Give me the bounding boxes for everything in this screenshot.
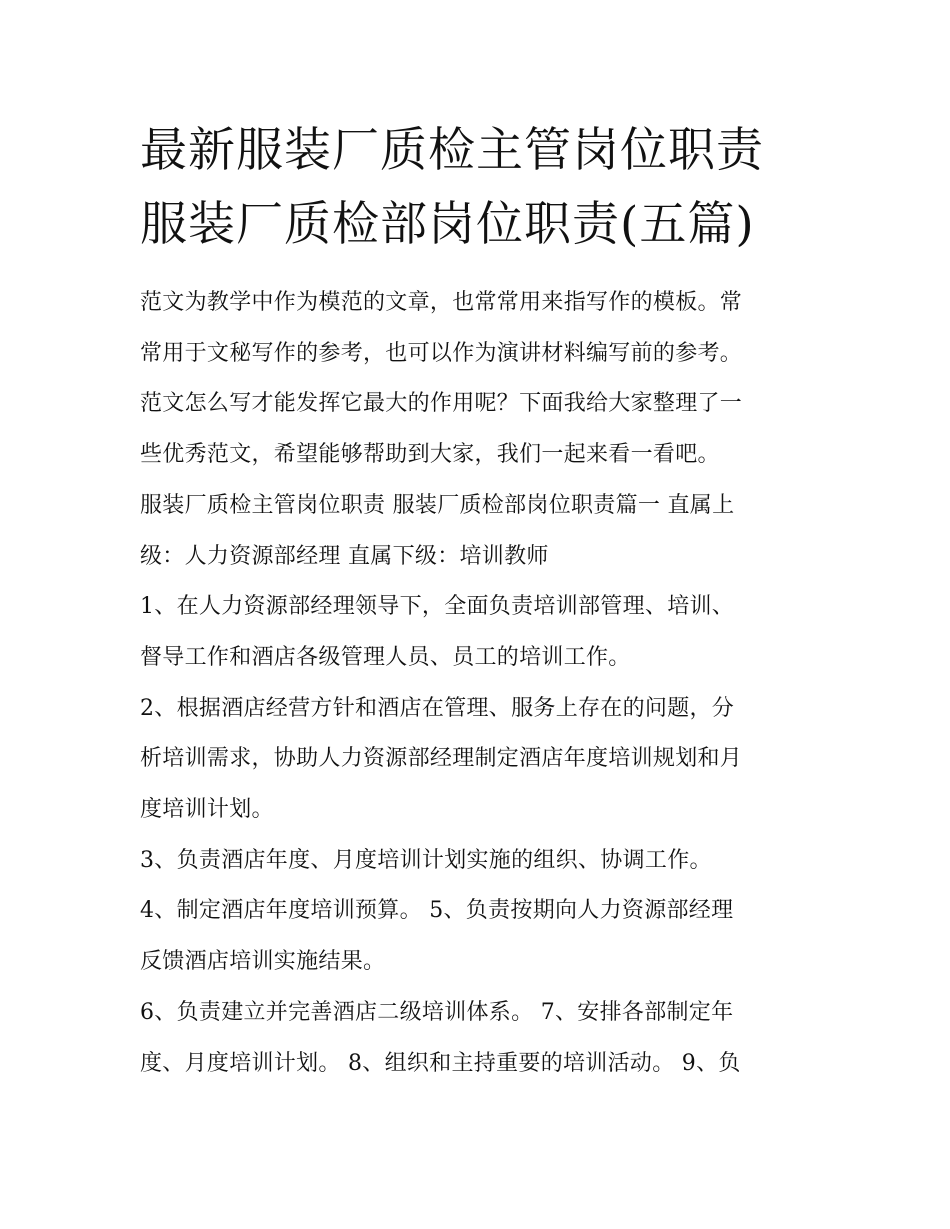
duty-item-6-9 — [140, 988, 820, 1089]
intro-paragraph — [140, 278, 820, 481]
reporting-paragraph — [140, 481, 820, 582]
duty-item-2 — [140, 684, 820, 836]
text-line: 督导工作和酒店各级管理人员、员工的培训工作。 — [140, 644, 631, 670]
text-line: 1、在人力资源部经理领导下，全面负责培训部管理、培训、 — [140, 594, 735, 620]
duty-item-3 — [140, 836, 820, 887]
text-line: 常用于文秘写作的参考，也可以作为演讲材料编写前的参考。 — [140, 340, 743, 366]
text-line: 6、负责建立并完善酒店二级培训体系。 7、安排各部制定年 — [140, 999, 734, 1025]
document-body — [140, 278, 820, 1089]
text-line: 些优秀范文，希望能够帮助到大家，我们一起来看一看吧。 — [140, 442, 720, 468]
document-title — [140, 114, 840, 262]
duty-item-4-5 — [140, 886, 820, 987]
text-line: 4、制定酒店年度培训预算。 5、负责按期向人力资源部经理 — [140, 898, 734, 924]
text-line: 2、根据酒店经营方针和酒店在管理、服务上存在的问题，分 — [140, 695, 735, 721]
text-line: 度、月度培训计划。 8、组织和主持重要的培训活动。 9、负 — [140, 1050, 741, 1076]
text-line: 3、负责酒店年度、月度培训计划实施的组织、协调工作。 — [140, 847, 712, 873]
text-line: 度培训计划。 — [140, 797, 274, 823]
text-line: 服装厂质检主管岗位职责 服装厂质检部岗位职责篇一 直属上 — [140, 492, 735, 518]
duty-item-1 — [140, 582, 820, 683]
text-line: 范文为教学中作为模范的文章，也常常用来指写作的模板。常 — [140, 290, 743, 315]
text-line: 级：人力资源部经理 直属下级：培训教师 — [140, 543, 549, 569]
title-line: 最新服装厂质检主管岗位职责 — [140, 123, 764, 178]
text-line: 析培训需求，协助人力资源部经理制定酒店年度培训规划和月 — [140, 746, 743, 772]
text-line: 范文怎么写才能发挥它最大的作用呢？下面我给大家整理了一 — [140, 391, 743, 417]
text-line: 反馈酒店培训实施结果。 — [140, 949, 386, 975]
title-line: 服装厂质检部岗位职责(五篇) — [140, 197, 755, 252]
